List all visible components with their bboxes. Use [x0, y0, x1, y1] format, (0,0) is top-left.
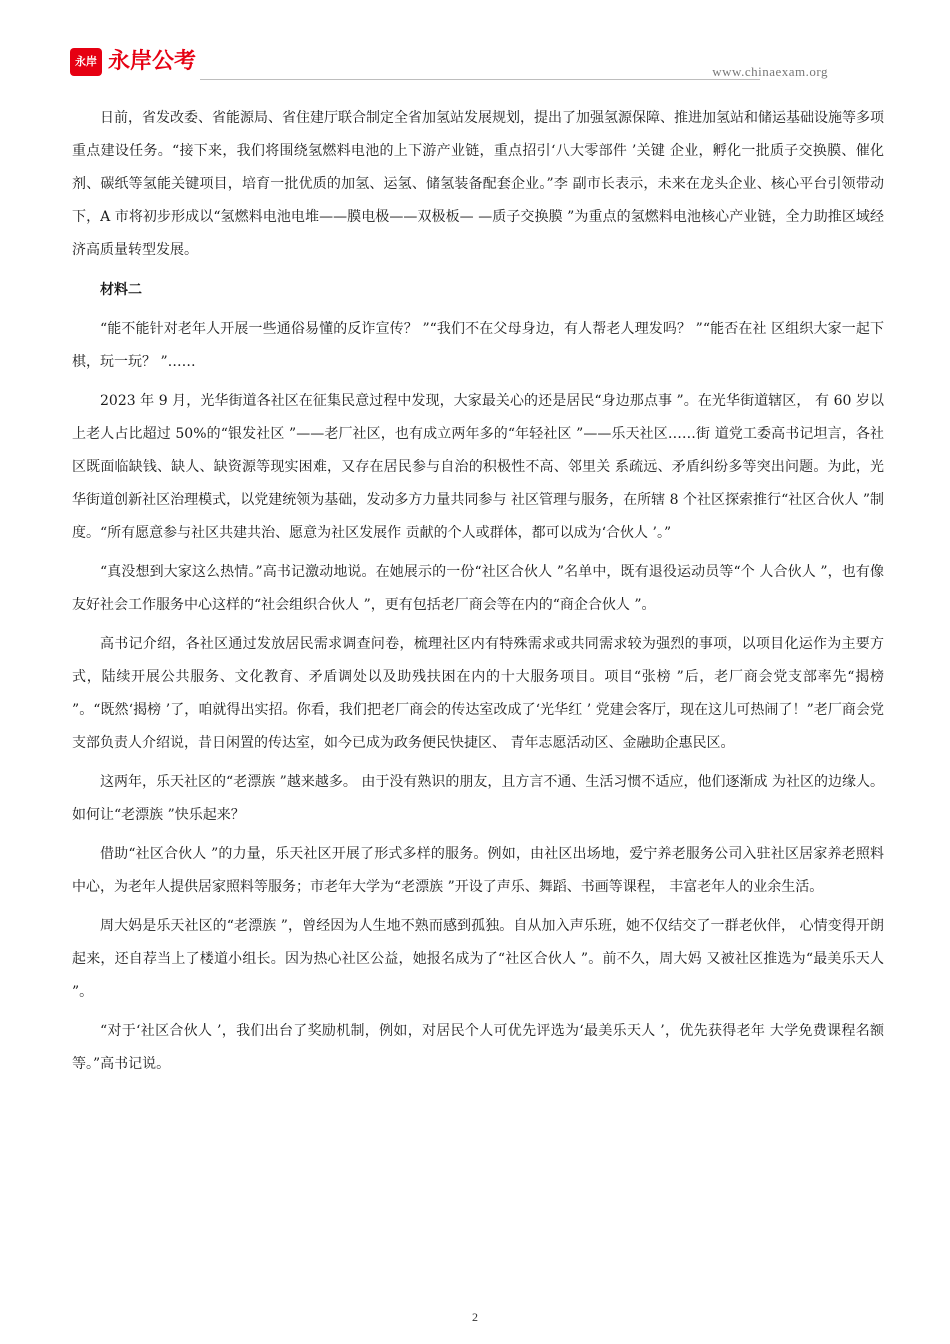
logo-text: 永岸公考: [108, 49, 197, 74]
paragraph-1: 日前，省发改委、省能源局、省住建厅联合制定全省加氢站发展规划，提出了加强氢源保障、推进加氢站和储运基础设施等多项重点建设任务。“接下来，我们将围绕氢燃料电池的上下游产业链，重点招引‘八大零部件 ’关键 企业，孵化一批质子交换膜、催化剂、碳纸等氢能关键项目，培育一批优质的加氢、运氢、储氢装备配套企业。”李 副市长表示，未来在龙头企业、核心平台引领带动下，A 市将初步形成以“氢燃料电池电堆——膜电极——双极板— —质子交换膜 ”为重点的氢燃料电池核心产业链，全力助推区域经济高质量转型发展。: [72, 110, 884, 258]
paragraph-4: “真没想到大家这么热情。”高书记激动地说。在她展示的一份“社区合伙人 ”名单中，既有退役运动员等“个 人合伙人 ”，也有像友好社会工作服务中心这样的“社会组织合伙人 ”，更有包括老厂商会等在内的“商企合伙人 ”。: [72, 564, 884, 613]
paragraph-6: 这两年，乐天社区的“老漂族 ”越来越多。 由于没有熟识的朋友，且方言不通、生活习惯不适应，他们逐渐成 为社区的边缘人。如何让“老漂族 ”快乐起来？: [72, 774, 884, 823]
paragraph-7: 借助“社区合伙人 ”的力量，乐天社区开展了形式多样的服务。例如，由社区出场地，爱宁养老服务公司入驻社区居家养老照料中心，为老年人提供居家照料等服务；市老年大学为“老漂族 ”开设了声乐、舞蹈、书画等课程， 丰富老年人的业余生活。: [72, 846, 884, 895]
paragraph-2: “能不能针对老年人开展一些通俗易懂的反诈宣传？ ”“我们不在父母身边，有人帮老人理发吗？ ”“能否在社 区组织大家一起下棋，玩一玩？ ”……: [72, 321, 884, 370]
document-body: [72, 102, 884, 1081]
header-divider: [200, 79, 760, 80]
section-heading-material-2: 材料二: [100, 282, 142, 298]
page-header: [70, 44, 830, 80]
paragraph-5: 高书记介绍，各社区通过发放居民需求调查问卷，梳理社区内有特殊需求或共同需求较为强烈的事项，以项目化运作为主要方式，陆续开展公共服务、文化教育、矛盾调处以及助残扶困在内的十大服务项目。项目“张榜 ”后，老厂商会党支部率先“揭榜 ”。“既然‘揭榜 ’了，咱就得出实招。你看，我们把老厂商会的传达室改成了‘光华红 ’ 党建会客厅，现在这儿可热闹了！”老厂商会党支部负责人介绍说，昔日闲置的传达室，如今已成为政务便民快捷区、 青年志愿活动区、金融助企惠民区。: [72, 636, 884, 751]
paragraph-9: “对于‘社区合伙人 ’，我们出台了奖励机制，例如，对居民个人可优先评选为‘最美乐天人 ’，优先获得老年 大学免费课程名额等。”高书记说。: [72, 1023, 884, 1072]
paragraph-8: 周大妈是乐天社区的“老漂族 ”，曾经因为人生地不熟而感到孤独。自从加入声乐班，她不仅结交了一群老伙伴， 心情变得开朗起来，还自荐当上了楼道小组长。因为热心社区公益，她报名成为了“社区合伙人 ”。前不久，周大妈 又被社区推选为“最美乐天人 ”。: [72, 918, 884, 1000]
site-url[interactable]: www.chinaexam.org: [712, 64, 828, 79]
logo-badge: 永岸: [70, 48, 102, 76]
paragraph-3: 2023 年 9 月，光华街道各社区在征集民意过程中发现，大家最关心的还是居民“身边那点事 ”。在光华街道辖区， 有 60 岁以上老人占比超过 50%的“银发社区 ”——老厂社区，也有成立两年多的“年轻社区 ”——乐天社区……街 道党工委高书记坦言，各社区既面临缺钱、缺人、缺资源等现实困难，又存在居民参与自治的积极性不高、邻里关 系疏远、矛盾纠纷多等突出问题。为此，光华街道创新社区治理模式，以党建统领为基础，发动多方力量共同参与 社区管理与服务，在所辖 8 个社区探索推行“社区合伙人 ”制度。“所有愿意参与社区共建共治、愿意为社区发展作 贡献的个人或群体，都可以成为‘合伙人 ’。”: [72, 393, 884, 541]
page-number: 2: [472, 1310, 478, 1324]
